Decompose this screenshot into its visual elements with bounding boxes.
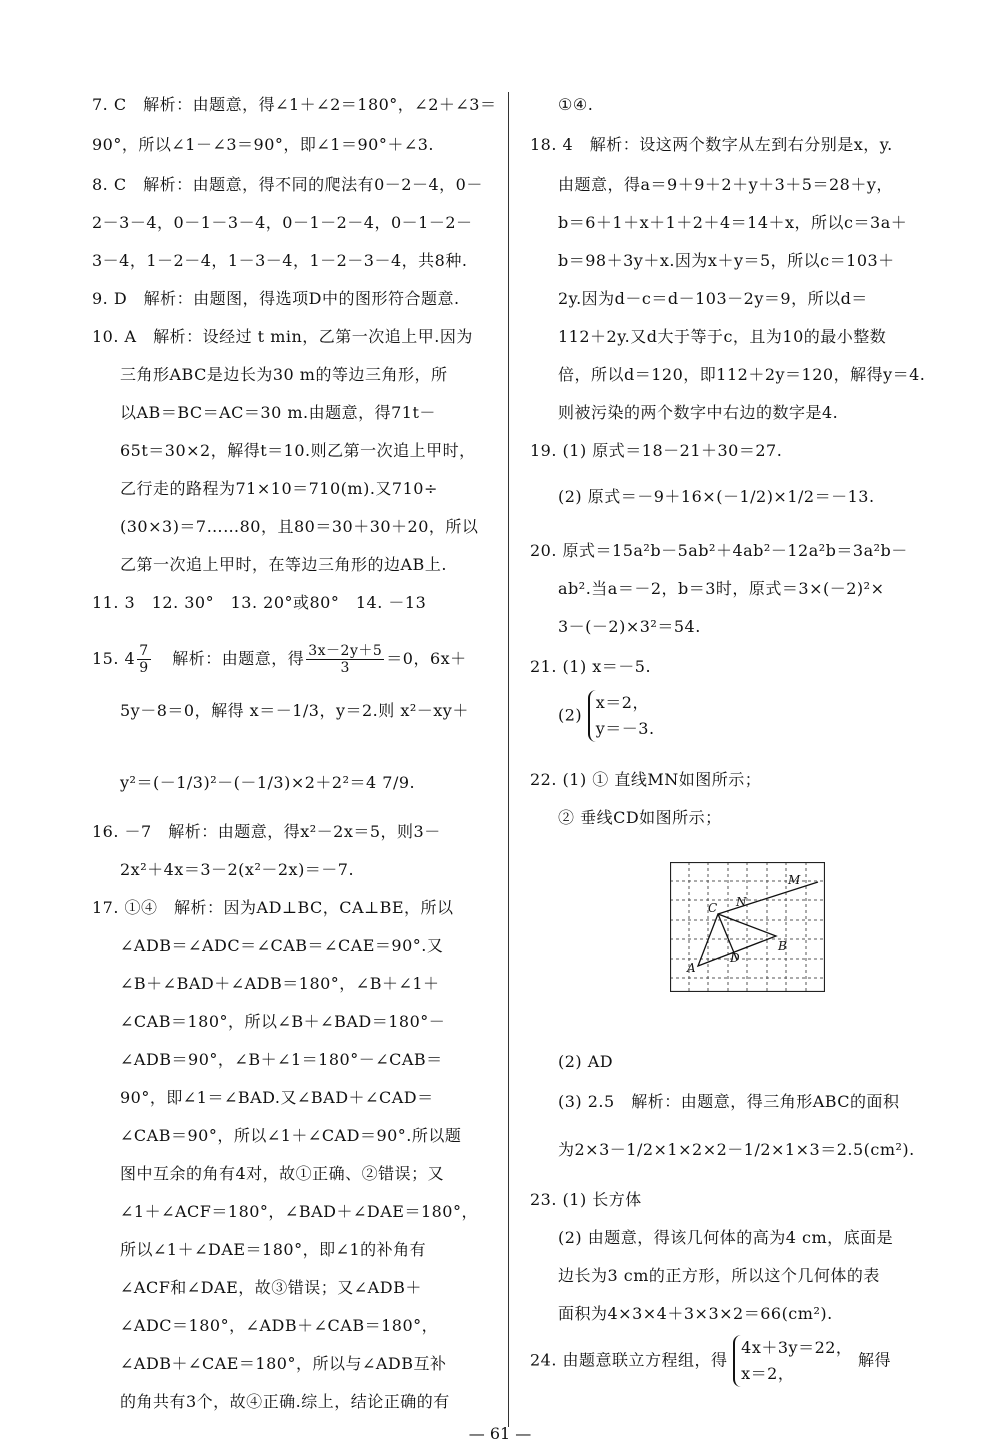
left-text-line: ∠ACF和∠DAE，故③错误；又∠ADB＋ <box>120 1278 422 1297</box>
left-text-line: ∠ADB＝90°，∠B＋∠1＝180°－∠CAB＝ <box>120 1050 443 1069</box>
right-text-line: b＝98＋3y＋x.因为x＋y＝5，所以c＝103＋ <box>558 251 895 270</box>
q15-line: 15. 4 $\frac{7}{9}$ 解析：由题意，得 $\frac{3x-2y+5}{3}$ ＝0，6x＋ <box>92 643 467 676</box>
right-text-line: 为2×3－1/2×1×2×2－1/2×1×3＝2.5(cm²). <box>558 1140 915 1159</box>
right-text-line: (3) 2.5 解析：由题意，得三角形ABC的面积 <box>558 1092 900 1111</box>
right-text-line: 20. 原式＝15a²b－5ab²＋4ab²－12a²b＝3a²b－ <box>530 541 908 560</box>
left-text-line: 所以∠1＋∠DAE＝180°，即∠1的补角有 <box>120 1240 427 1259</box>
left-text-line: y²＝(－1/3)²－(－1/3)×2＋2²＝4 7/9. <box>120 773 416 792</box>
left-text-line: ∠ADC＝180°，∠ADB＋∠CAB＝180°， <box>120 1316 439 1335</box>
left-text-line: 3－4，1－2－4，1－3－4，1－2－3－4，共8种. <box>92 251 468 270</box>
left-text-line: ∠CAB＝180°，所以∠B＋∠BAD＝180°－ <box>120 1012 446 1031</box>
q15-analysis: 解析：由题意，得 <box>172 649 305 668</box>
q15-mixed-fraction: $\frac{7}{9}$ <box>139 643 149 676</box>
left-text-line: 5y－8＝0，解得 x＝－1/3，y＝2.则 x²－xy＋ <box>120 701 469 720</box>
left-text-line: 图中互余的角有4对，故①正确、②错误；又 <box>120 1164 445 1183</box>
right-text-line: 面积为4×3×4＋3×3×2＝66(cm²). <box>558 1304 833 1323</box>
label-c: C <box>708 901 718 915</box>
left-text-line: 7. C 解析：由题意，得∠1＋∠2＝180°，∠2＋∠3＝ <box>92 95 497 114</box>
right-text-line: 19. (1) 原式＝18－21＋30＝27. <box>530 441 783 460</box>
left-text-line: 乙第一次追上甲时，在等边三角形的边AB上. <box>120 555 447 574</box>
left-text-line: ∠ADB＝∠ADC＝∠CAB＝∠CAE＝90°.又 <box>120 936 444 955</box>
right-text-line: 18. 4 解析：设这两个数字从左到右分别是x，y. <box>530 135 893 154</box>
column-divider <box>508 92 509 1427</box>
q15-fraction: $\frac{3x-2y+5}{3}$ <box>308 643 383 676</box>
right-text-line: b＝6＋1＋x＋1＋2＋4＝14＋x，所以c＝3a＋ <box>558 213 908 232</box>
label-d: D <box>730 951 740 965</box>
left-text-line: 16. －7 解析：由题意，得x²－2x＝5，则3－ <box>92 822 441 841</box>
left-text-line: 三角形ABC是边长为30 m的等边三角形，所 <box>120 365 448 384</box>
left-text-line: ∠ADB＋∠CAE＝180°，所以与∠ADB互补 <box>120 1354 447 1373</box>
equation-system-q24: 4x＋3y＝22， x＝2， <box>733 1335 852 1387</box>
left-text-line: 9. D 解析：由题图，得选项D中的图形符合题意. <box>92 289 460 308</box>
right-text-line: 3－(－2)×3²＝54. <box>558 617 701 636</box>
q15-head: 15. 4 <box>92 649 136 668</box>
left-text-line: 90°，所以∠1－∠3＝90°，即∠1＝90°＋∠3. <box>92 135 435 154</box>
right-text-line: (2) 原式＝－9＋16×(－1/2)×1/2＝－13. <box>558 487 875 506</box>
line-mn <box>718 882 818 914</box>
left-text-line: 2－3－4，0－1－3－4，0－1－2－4，0－1－2－ <box>92 213 473 232</box>
left-text-line: 2x²＋4x＝3－2(x²－2x)＝－7. <box>120 860 355 879</box>
right-text-line: ab².当a＝－2，b＝3时，原式＝3×(－2)²× <box>558 579 885 598</box>
right-text-line: ② 垂线CD如图所示； <box>558 808 722 827</box>
left-text-line: ∠B＋∠BAD＋∠ADB＝180°，∠B＋∠1＋ <box>120 974 440 993</box>
right-text-line: 2y.因为d－c＝d－103－2y＝9，所以d＝ <box>558 289 868 308</box>
q21-part2: (2) x＝2， y＝－3. <box>558 690 655 742</box>
left-text-line: ∠CAB＝90°，所以∠1＋∠CAD＝90°.所以题 <box>120 1126 462 1145</box>
label-a: A <box>687 961 696 975</box>
left-text-line: ∠1＋∠ACF＝180°，∠BAD＋∠DAE＝180°， <box>120 1202 478 1221</box>
right-text-line: 23. (1) 长方体 <box>530 1190 642 1209</box>
page-number: — 61 — <box>468 1424 532 1443</box>
right-text-line: 由题意，得a＝9＋9＋2＋y＋3＋5＝28＋y， <box>558 175 893 194</box>
right-text-line: 22. (1) ① 直线MN如图所示； <box>530 770 762 789</box>
left-text-line: 65t＝30×2，解得t＝10.则乙第一次追上甲时， <box>120 441 476 460</box>
right-text-line: (2) 由题意，得该几何体的高为4 cm，底面是 <box>558 1228 894 1247</box>
label-m: M <box>788 873 801 887</box>
left-text-line: 11. 3 12. 30° 13. 20°或80° 14. －13 <box>92 593 427 612</box>
right-text-line: 边长为3 cm的正方形，所以这个几何体的表 <box>558 1266 880 1285</box>
right-text-line: 则被污染的两个数字中右边的数字是4. <box>558 403 839 422</box>
right-text-line: 112＋2y.又d大于等于c，且为10的最小整数 <box>558 327 887 346</box>
left-text-line: 8. C 解析：由题意，得不同的爬法有0－2－4，0－ <box>92 175 483 194</box>
label-b: B <box>778 939 787 953</box>
left-text-line: 的角共有3个，故④正确.综上，结论正确的有 <box>120 1392 450 1411</box>
left-text-line: 以AB＝BC＝AC＝30 m.由题意，得71t－ <box>120 403 436 422</box>
left-text-line: 10. A 解析：设经过 t min，乙第一次追上甲.因为 <box>92 327 473 346</box>
right-text-line: ①④. <box>558 95 594 114</box>
left-text-line: 90°，即∠1＝∠BAD.又∠BAD＋∠CAD＝ <box>120 1088 434 1107</box>
left-text-line: (30×3)＝7……80，且80＝30＋30＋20，所以 <box>120 517 479 536</box>
right-text-line: 21. (1) x＝－5. <box>530 657 652 676</box>
geometry-lines <box>698 882 818 966</box>
label-n: N <box>736 895 747 909</box>
right-text-line: 倍，所以d＝120，即112＋2y＝120，解得y＝4. <box>558 365 926 384</box>
equation-system: x＝2， y＝－3. <box>588 690 655 742</box>
grid-figure <box>670 862 825 992</box>
left-text-line: 17. ①④ 解析：因为AD⊥BC，CA⊥BE，所以 <box>92 898 454 917</box>
q24-line: 24. 由题意联立方程组，得 4x＋3y＝22， x＝2， 解得 <box>530 1335 891 1387</box>
left-text-line: 乙行走的路程为71×10＝710(m).又710÷ <box>120 479 438 498</box>
right-text-line: (2) AD <box>558 1052 614 1071</box>
